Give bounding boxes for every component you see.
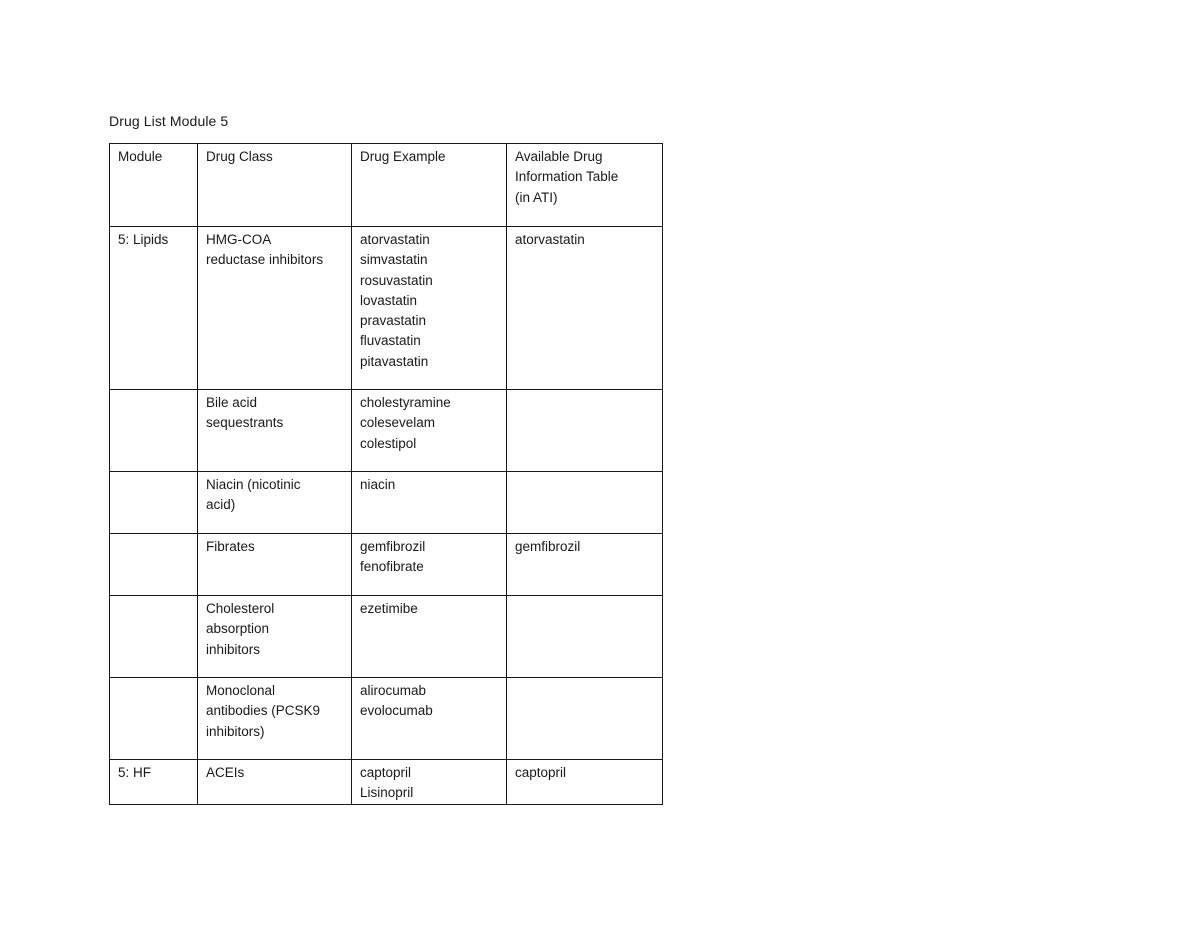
cell-drug-class: Cholesterol absorption inhibitors: [198, 596, 352, 678]
cell-drug-example: gemfibrozil fenofibrate: [352, 534, 507, 596]
cell-ati-table: atorvastatin: [507, 227, 663, 390]
cell-ati-table: [507, 472, 663, 534]
cell-drug-example: ezetimibe: [352, 596, 507, 678]
table-row: [110, 678, 663, 760]
header-module: Module: [110, 144, 198, 227]
cell-ati-table: captopril: [507, 760, 663, 805]
cell-module: 5: HF: [110, 760, 198, 805]
cell-module: [110, 596, 198, 678]
header-drug-class: Drug Class: [198, 144, 352, 227]
cell-drug-example: cholestyramine colesevelam colestipol: [352, 390, 507, 472]
cell-drug-example: alirocumab evolocumab: [352, 678, 507, 760]
table-row: [110, 227, 663, 390]
cell-module: 5: Lipids: [110, 227, 198, 390]
cell-module: [110, 472, 198, 534]
cell-drug-class: Bile acid sequestrants: [198, 390, 352, 472]
cell-drug-class: HMG-COA reductase inhibitors: [198, 227, 352, 390]
cell-ati-table: gemfibrozil: [507, 534, 663, 596]
header-ati-table: Available Drug Information Table (in ATI): [507, 144, 663, 227]
cell-module: [110, 390, 198, 472]
cell-drug-class: Fibrates: [198, 534, 352, 596]
cell-drug-class: Monoclonal antibodies (PCSK9 inhibitors): [198, 678, 352, 760]
table-row: [110, 534, 663, 596]
cell-drug-example: captopril Lisinopril: [352, 760, 507, 805]
cell-ati-table: [507, 678, 663, 760]
table-row: [110, 760, 663, 805]
table-row: [110, 596, 663, 678]
table-header-row: [110, 144, 663, 227]
header-drug-example: Drug Example: [352, 144, 507, 227]
cell-drug-example: atorvastatin simvastatin rosuvastatin lovastatin pravastatin fluvastatin pitavastatin: [352, 227, 507, 390]
cell-module: [110, 534, 198, 596]
cell-drug-example: niacin: [352, 472, 507, 534]
table-row: [110, 472, 663, 534]
cell-module: [110, 678, 198, 760]
cell-ati-table: [507, 390, 663, 472]
cell-drug-class: ACEIs: [198, 760, 352, 805]
table-row: [110, 390, 663, 472]
cell-drug-class: Niacin (nicotinic acid): [198, 472, 352, 534]
document-title: Drug List Module 5: [109, 113, 229, 129]
cell-ati-table: [507, 596, 663, 678]
drug-list-table: [109, 143, 663, 805]
